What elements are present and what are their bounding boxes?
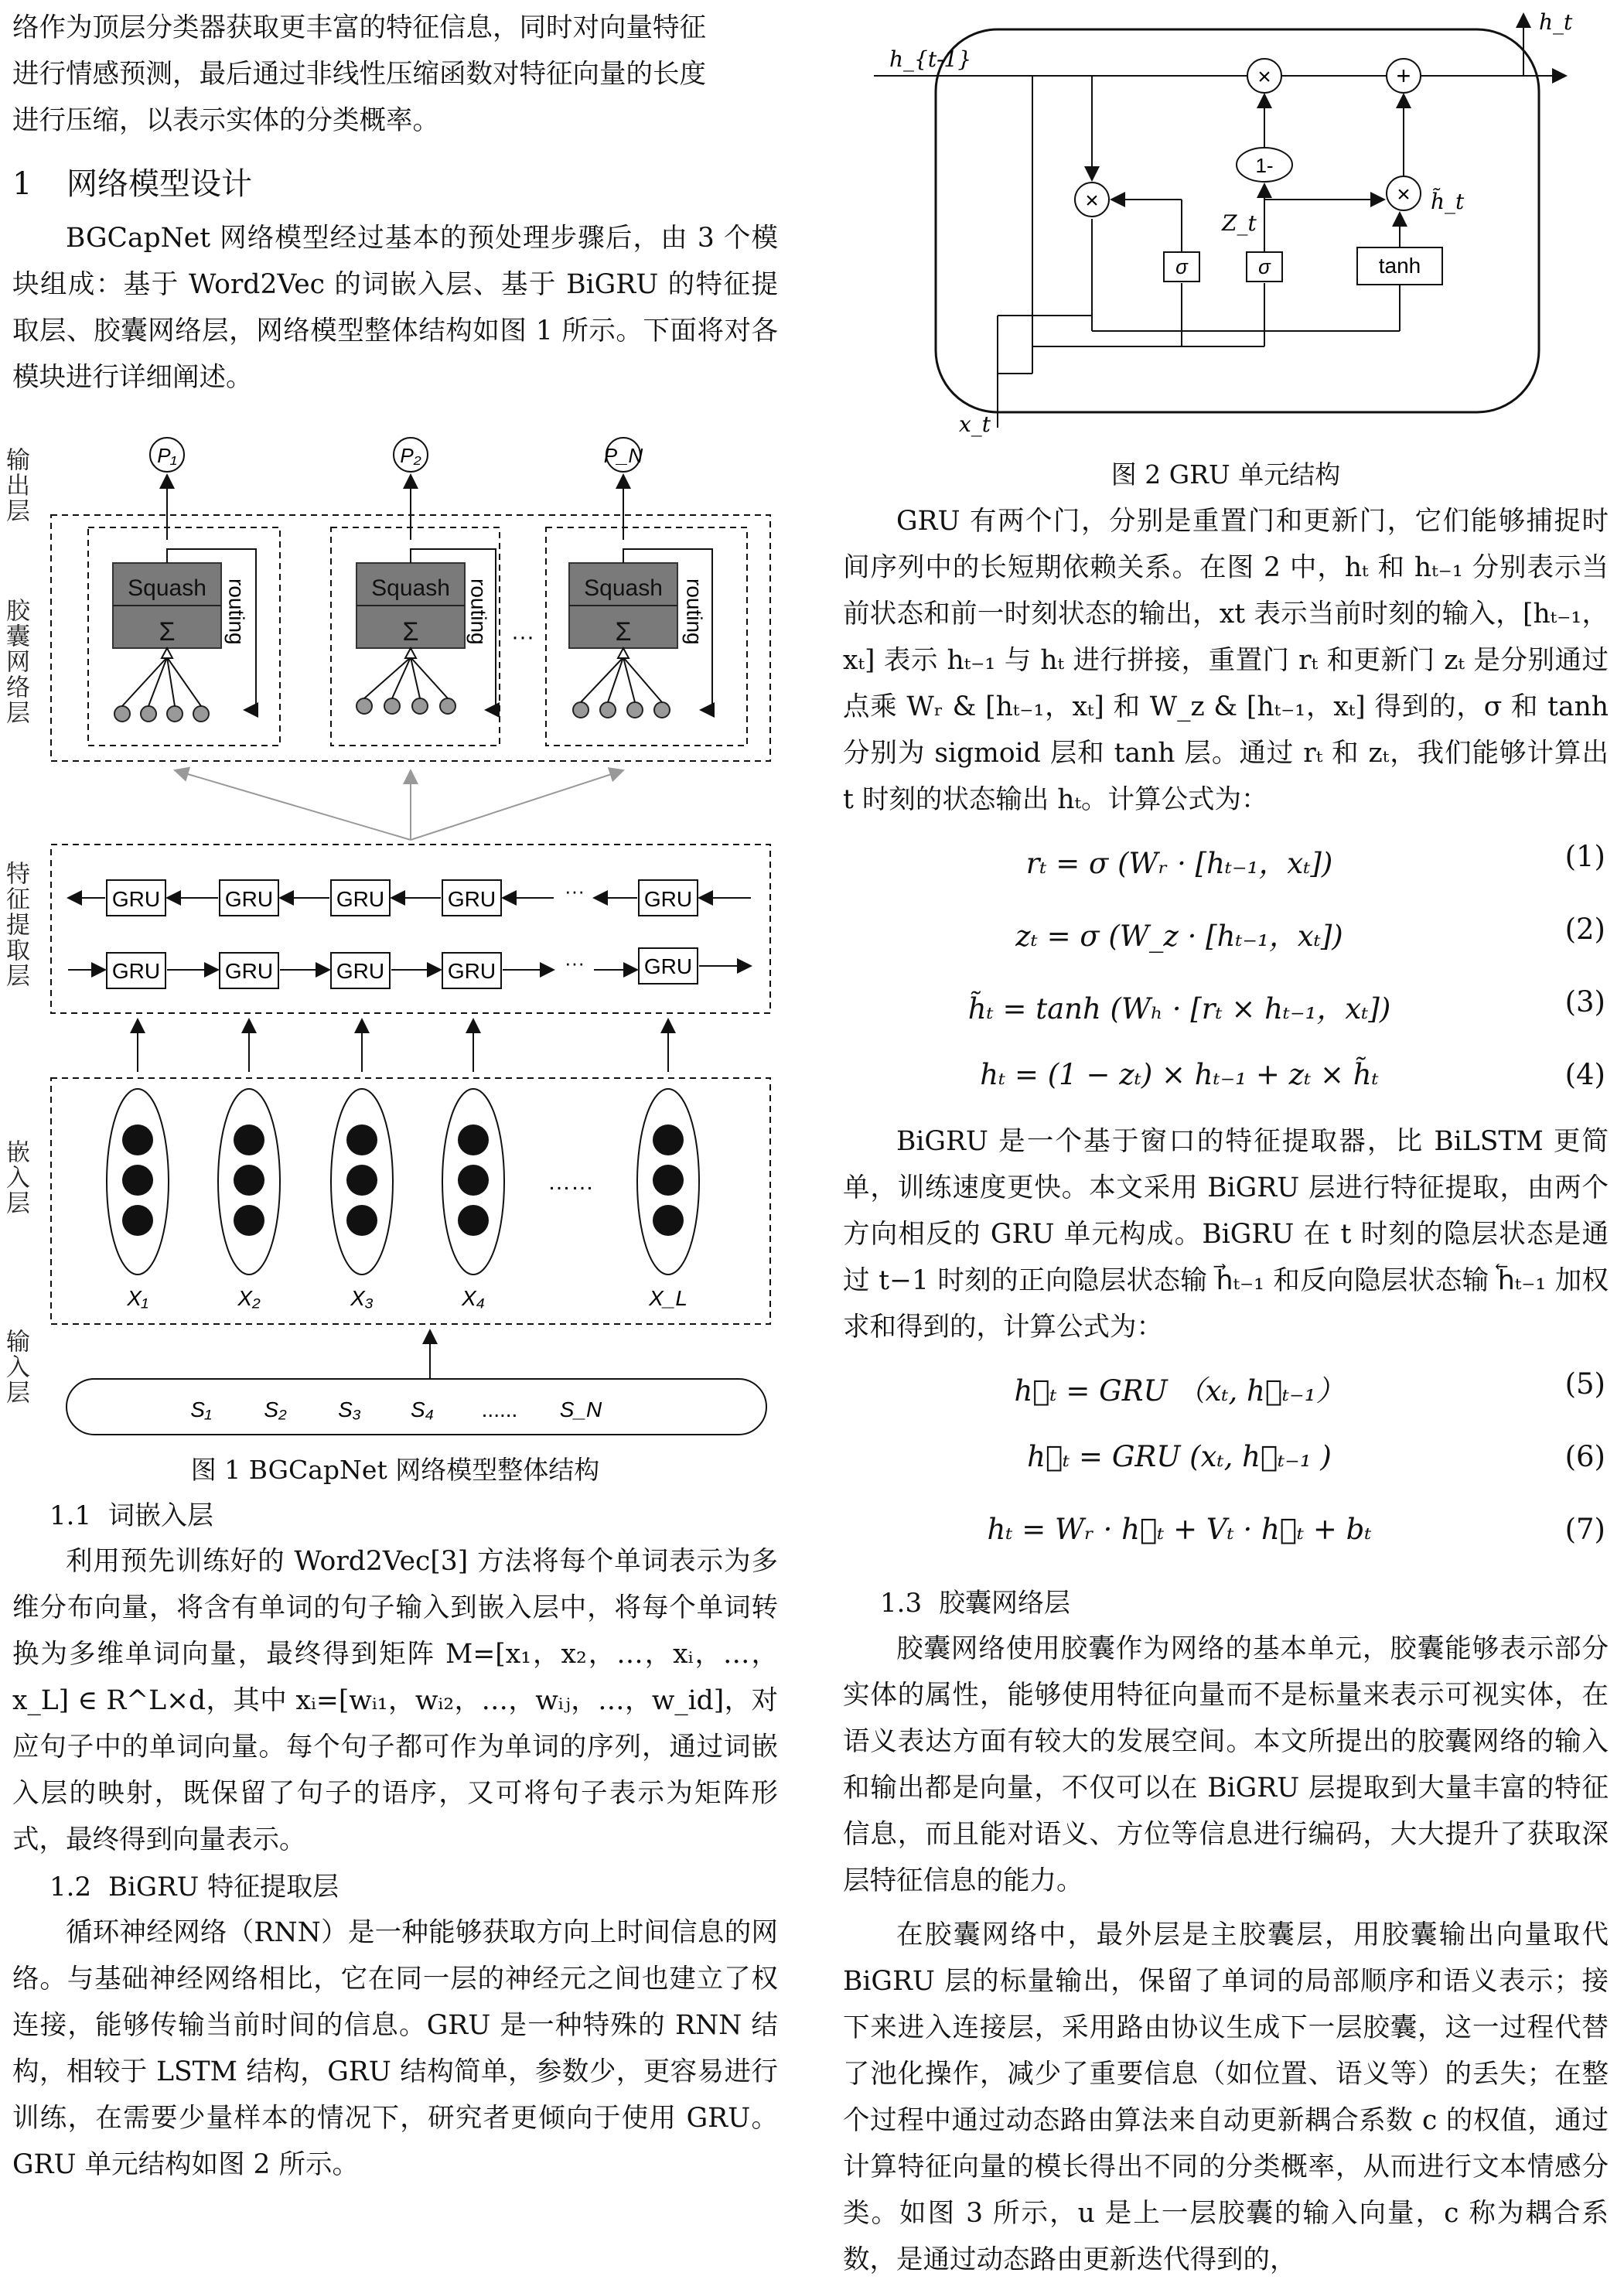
equation-5 bbox=[843, 1355, 1609, 1428]
gru-label-b1: GRU bbox=[111, 887, 161, 911]
h-prev-label: h_{t-1} bbox=[889, 46, 972, 72]
embedding-ellipsis: …… bbox=[548, 1169, 594, 1195]
one-minus-label: 1- bbox=[1255, 154, 1274, 177]
gru-ellipsis-top: ··· bbox=[565, 879, 585, 903]
x-label-3: X₃ bbox=[350, 1286, 374, 1310]
gru-label-b4: GRU bbox=[447, 887, 496, 911]
mult-left-symbol: × bbox=[1085, 188, 1099, 213]
equations-1-4 bbox=[843, 828, 1609, 1118]
routing-label-1: routing bbox=[224, 578, 249, 645]
layer-label-output: 输出层 bbox=[2, 447, 29, 524]
gru-label-f3: GRU bbox=[336, 959, 385, 983]
s-label-dots: ...... bbox=[481, 1397, 518, 1421]
equation-2-number: (2) bbox=[1564, 913, 1605, 946]
equation-7-expr: hₜ = Wᵣ · h⃗ₜ + Vₜ · h⃖ₜ + bₜ bbox=[987, 1513, 1372, 1546]
plus-top-symbol: + bbox=[1396, 62, 1411, 90]
embedding-vectors bbox=[107, 1089, 699, 1310]
s-label-4: S₄ bbox=[411, 1397, 434, 1421]
bigru-cells bbox=[68, 879, 751, 988]
intro-paragraph bbox=[12, 5, 778, 144]
section-1-paragraph: BGCapNet 网络模型经过基本的预处理步骤后，由 3 个模块组成：基于 Word2Vec 的词嵌入层、基于 BiGRU 的特征提取层、胶囊网络层，网络模型整体结构如图 1 所示。下面将对各模块进行详细阐述。 bbox=[12, 223, 778, 393]
sum-symbol-3: Σ bbox=[615, 617, 632, 647]
equations-5-7 bbox=[843, 1355, 1609, 1573]
x-label-1: X₁ bbox=[127, 1286, 148, 1310]
layer-label-feature: 特征提取层 bbox=[2, 861, 29, 988]
equation-3 bbox=[843, 973, 1609, 1046]
subsection-1-3-title: 胶囊网络层 bbox=[939, 1588, 1070, 1619]
section-1-number: 1 bbox=[12, 166, 32, 202]
equation-3-number: (3) bbox=[1564, 985, 1605, 1019]
equation-2-expr: zₜ = σ (W_z · [hₜ₋₁，xₜ]) bbox=[1015, 920, 1343, 953]
right-column bbox=[843, 0, 1609, 2283]
equation-6-number: (6) bbox=[1564, 1440, 1605, 1473]
output-node-p1: P₁ bbox=[157, 444, 177, 467]
figure-2-caption: 图 2 GRU 单元结构 bbox=[1111, 459, 1341, 490]
subsection-1-3-heading bbox=[880, 1581, 1609, 1626]
equation-1 bbox=[843, 828, 1609, 900]
output-nodes bbox=[150, 438, 643, 540]
equation-1-expr: rₜ = σ (Wᵣ · [hₜ₋₁，xₜ]) bbox=[1025, 847, 1333, 880]
h-out-label: h_t bbox=[1539, 9, 1573, 35]
subsection-1-2-paragraph: 循环神经网络（RNN）是一种能够获取方向上时间信息的网络。与基础神经网络相比，它在同一层的神经元之间也建立了权连接，能够传输当前时间的信息。GRU 是一种特殊的 RNN 结构，相较于 LSTM 结构，GRU 结构简单，参数少，更容易进行训练，在需要少量样本的情况下，研究者更倾向于使用 GRU。GRU 单元结构如图 2 所示。 bbox=[12, 1917, 778, 2180]
squash-label-1: Squash bbox=[128, 575, 206, 601]
x-label-2: X₂ bbox=[237, 1286, 261, 1310]
gru-label-f2: GRU bbox=[224, 959, 274, 983]
gru-label-b5: GRU bbox=[643, 887, 693, 911]
gru-ellipsis-bottom: ··· bbox=[565, 951, 585, 974]
equation-4 bbox=[843, 1046, 1609, 1118]
equation-5-expr: h⃗ₜ = GRU （xₜ, h⃗ₜ₋₁） bbox=[1014, 1374, 1345, 1408]
h-tilde-label: h̃_t bbox=[1431, 189, 1465, 214]
equation-7 bbox=[843, 1500, 1609, 1573]
equation-3-expr: h̃ₜ = tanh (Wₕ · [rₜ × hₜ₋₁，xₜ]) bbox=[967, 992, 1391, 1025]
intro-line-3: 进行压缩，以表示实体的分类概率。 bbox=[12, 105, 439, 136]
layer-label-capsule: 胶囊网络层 bbox=[2, 598, 29, 725]
subsection-1-1-title: 词嵌入层 bbox=[108, 1500, 213, 1531]
subsection-1-2-title: BiGRU 特征提取层 bbox=[108, 1872, 339, 1902]
equation-4-expr: hₜ = (1 − zₜ) × hₜ₋₁ + zₜ × h̃ₜ bbox=[980, 1058, 1379, 1091]
mult-top-symbol: × bbox=[1257, 64, 1271, 90]
capsule-ellipsis: ··· bbox=[511, 624, 534, 650]
layer-label-embed: 嵌入层 bbox=[2, 1139, 29, 1216]
section-1-heading bbox=[12, 161, 778, 207]
capsule-units bbox=[88, 527, 747, 746]
figure-1-caption: 图 1 BGCapNet 网络模型整体结构 bbox=[190, 1455, 600, 1485]
input-sequence bbox=[67, 1379, 766, 1435]
section-1-title: 网络模型设计 bbox=[67, 166, 252, 202]
output-node-pn: P_N bbox=[603, 444, 643, 467]
mult-right-symbol: × bbox=[1397, 182, 1411, 207]
x-label-4: X₄ bbox=[462, 1286, 485, 1310]
z-t-label: Z_t bbox=[1222, 210, 1257, 236]
gru-label-f1: GRU bbox=[111, 959, 161, 983]
s-label-3: S₃ bbox=[338, 1397, 361, 1421]
gru-label-b2: GRU bbox=[224, 887, 274, 911]
intro-line-1: 络作为顶层分类器获取更丰富的特征信息，同时对向量特征 bbox=[12, 12, 706, 43]
subsection-1-1-heading bbox=[49, 1493, 778, 1538]
layer-label-input: 输入层 bbox=[2, 1329, 29, 1405]
subsection-1-1-paragraph: 利用预先训练好的 Word2Vec[3] 方法将每个单词表示为多维分布向量，将含有单词的句子输入到嵌入层中，将每个单词转换为多维单词向量，最终得到矩阵 M=[x₁，x₂，…，xᵢ，…，x_L] ∈ R^L×d，其中 xᵢ=[wᵢ₁，wᵢ₂，…，wᵢⱼ，…，w_id]，对应句子中的单词向量。每个句子都可作为单词的序列，通过词嵌入层的映射，既保留了句子的语序，又可将句子表示为矩阵形式，最终得到向量表示。 bbox=[12, 1546, 778, 1855]
sum-symbol-2: Σ bbox=[402, 617, 419, 647]
squash-label-2: Squash bbox=[371, 575, 450, 601]
sigma-update: σ bbox=[1258, 255, 1271, 278]
tanh-label: tanh bbox=[1378, 254, 1421, 278]
equation-2 bbox=[843, 900, 1609, 973]
equation-4-number: (4) bbox=[1564, 1058, 1605, 1091]
figure-2-diagram bbox=[843, 6, 1609, 439]
squash-label-3: Squash bbox=[584, 575, 663, 601]
equation-6-expr: h⃖ₜ = GRU (xₜ, h⃖ₜ₋₁ ) bbox=[1027, 1440, 1332, 1473]
left-column bbox=[2, 0, 778, 2188]
subsection-1-2-heading bbox=[49, 1865, 778, 1909]
routing-label-2: routing bbox=[466, 578, 491, 645]
gru-label-f5: GRU bbox=[643, 954, 693, 978]
equation-5-number: (5) bbox=[1564, 1367, 1605, 1401]
bigru-description-paragraph: BiGRU 是一个基于窗口的特征提取器，比 BiLSTM 更简单，训练速度更快。本文采用 BiGRU 层进行特征提取，由两个方向相反的 GRU 单元构成。BiGRU 在 t 时刻的隐层状态是通过 t−1 时刻的正向隐层状态输 h⃗ₜ₋₁ 和反向隐层状态输 h⃖ₜ₋₁ 加权求和得到的，计算公式为： bbox=[843, 1126, 1609, 1343]
output-node-p2: P₂ bbox=[400, 444, 421, 467]
x-label-l: X_L bbox=[649, 1286, 687, 1310]
gru-label-f4: GRU bbox=[447, 959, 496, 983]
subsection-1-2-number: 1.2 bbox=[49, 1872, 92, 1902]
gru-description-paragraph: GRU 有两个门，分别是重置门和更新门，它们能够捕捉时间序列中的长短期依赖关系。在图 2 中，hₜ 和 hₜ₋₁ 分别表示当前状态和前一时刻状态的输出，xt 表示当前时刻的输入，[hₜ₋₁，xₜ] 表示 hₜ₋₁ 与 hₜ 进行拼接，重置门 rₜ 和更新门 zₜ 是分别通过点乘 Wᵣ & [hₜ₋₁，xₜ] 和 W_z & [hₜ₋₁，xₜ] 得到的，σ 和 tanh 分别为 sigmoid 层和 tanh 层。通过 rₜ 和 zₜ，我们能够计算出 t 时刻的状态输出 hₜ。计算公式为： bbox=[843, 506, 1609, 815]
routing-label-3: routing bbox=[682, 578, 707, 645]
subsection-1-1-number: 1.1 bbox=[49, 1500, 92, 1531]
s-label-n: S_N bbox=[559, 1397, 602, 1421]
capsule-paragraph-1: 胶囊网络使用胶囊作为网络的基本单元，胶囊能够表示部分实体的属性，能够使用特征向量而不是标量来表示可视实体，在语义表达方面有较大的发展空间。本文所提出的胶囊网络的输入和输出都是向量，不仅可以在 BiGRU 层提取到大量丰富的特征信息，而且能对语义、方位等信息进行编码，大大提升了获取深层特征信息的能力。 bbox=[843, 1633, 1609, 1896]
capsule-paragraph-2: 在胶囊网络中，最外层是主胶囊层，用胶囊输出向量取代 BiGRU 层的标量输出，保留了单词的局部顺序和语义表示；接下来进入连接层，采用路由协议生成下一层胶囊，这一过程代替了池化操作，减少了重要信息（如位置、语义等）的丢失；在整个过程中通过动态路由算法来自动更新耦合系数 c 的权值，通过计算特征向量的模长得出不同的分类概率，从而进行文本情感分类。如图 3 所示，u 是上一层胶囊的输入向量，c 称为耦合系数，是通过动态路由更新迭代得到的， bbox=[843, 1920, 1609, 2275]
sigma-reset: σ bbox=[1175, 255, 1188, 278]
gru-label-b3: GRU bbox=[336, 887, 385, 911]
figure-1-diagram bbox=[2, 416, 778, 1449]
s-label-2: S₂ bbox=[264, 1397, 287, 1421]
equation-6 bbox=[843, 1428, 1609, 1500]
sum-symbol-1: Σ bbox=[159, 617, 176, 647]
s-label-1: S₁ bbox=[190, 1397, 212, 1421]
equation-1-number: (1) bbox=[1564, 840, 1605, 873]
subsection-1-3-number: 1.3 bbox=[880, 1588, 923, 1619]
equation-7-number: (7) bbox=[1564, 1513, 1605, 1546]
intro-line-2: 进行情感预测，最后通过非线性压缩函数对特征向量的长度 bbox=[12, 59, 706, 90]
x-in-label: x_t bbox=[959, 411, 991, 437]
